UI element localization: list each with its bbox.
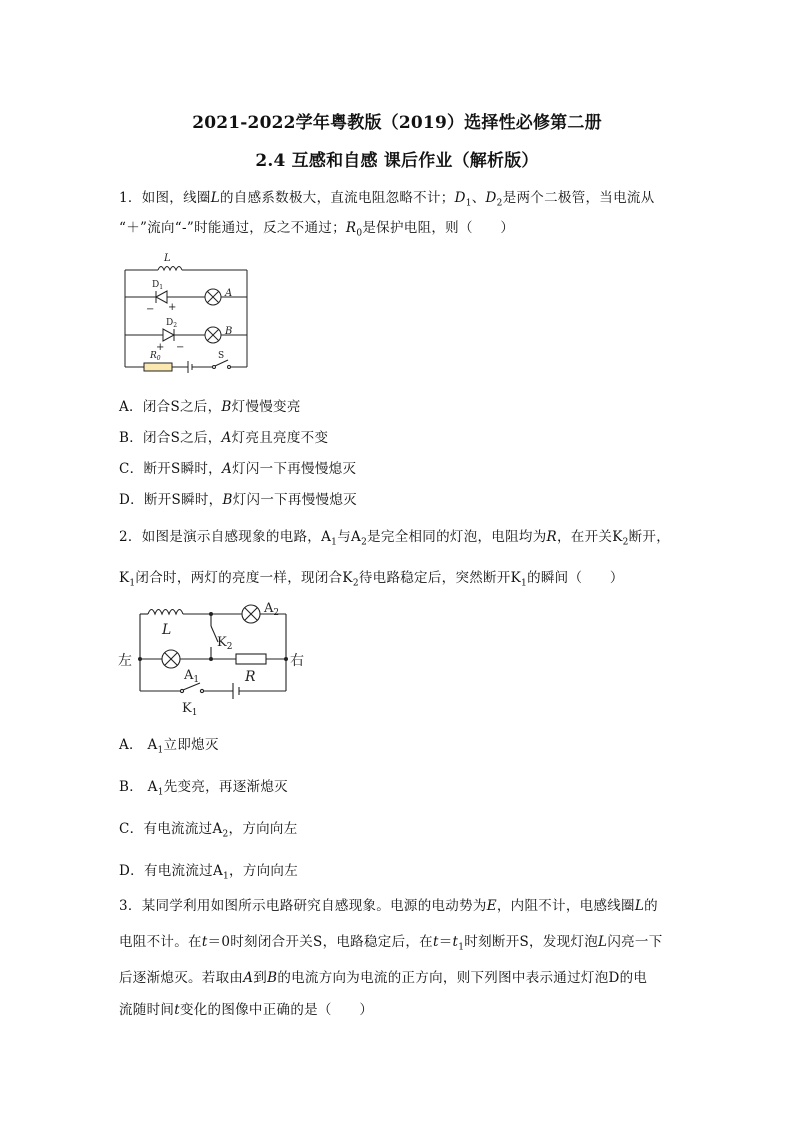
svg-text:A2: $A_2$ bbox=[264, 601, 280, 618]
q1-circuit-diagram bbox=[118, 250, 258, 375]
q1-stem-line2: “＋”流向“-”时能通过，反之不通过；$R_0$是保护电阻，则（ ） bbox=[119, 220, 515, 239]
q2-option-b[interactable]: B． $A_1$先变亮，再逐渐熄灭 bbox=[119, 779, 288, 798]
q2-option-c[interactable]: C．有电流流过$A_2$，方向向左 bbox=[119, 821, 298, 840]
svg-text:B: B bbox=[225, 326, 233, 337]
svg-text:L: L bbox=[162, 622, 172, 638]
svg-text:L: L bbox=[164, 253, 171, 264]
svg-text:A1: $A_1$ bbox=[184, 668, 200, 685]
doc-title-line2: 2.4 互感和自感 课后作业（解析版） bbox=[255, 151, 539, 171]
svg-text:−: − bbox=[146, 304, 155, 315]
svg-text:D1: $D_1$ bbox=[152, 280, 164, 291]
q2-stem-line1: 2．如图是演示自感现象的电路，$A_1$与$A_2$是完全相同的灯泡，电阻均为R，在开关$K_2$断开， bbox=[119, 529, 671, 548]
svg-text:+: + bbox=[156, 342, 165, 353]
q1-option-c[interactable]: C．断开S瞬时，A灯闪一下再慢慢熄灭 bbox=[119, 461, 357, 477]
svg-text:左: 左 bbox=[118, 653, 132, 669]
svg-text:S: S bbox=[218, 351, 225, 361]
svg-text:右: 右 bbox=[290, 653, 304, 669]
q1-stem-line1: 1．如图，线圈L的自感系数极大，直流电阻忽略不计；$D_1$、$D_2$是两个二极管，当电流从 bbox=[119, 190, 655, 209]
q2-option-a[interactable]: A． $A_1$立即熄灭 bbox=[119, 737, 219, 756]
svg-text:R: R bbox=[245, 669, 256, 685]
q2-option-d[interactable]: D．有电流流过$A_1$，方向向左 bbox=[119, 863, 299, 882]
q3-stem-line4: 流随时间t变化的图像中正确的是（ ） bbox=[119, 1002, 374, 1018]
svg-text:K2: $K_2$ bbox=[217, 635, 233, 652]
q2-stem-line2: $K_1$闭合时，两灯的亮度一样，现闭合$K_2$待电路稳定后，突然断开$K_1$的瞬间（ ） bbox=[119, 570, 624, 589]
svg-text:D2: $D_2$ bbox=[166, 318, 178, 329]
q3-stem-line1: 3．某同学利用如图所示电路研究自感现象。电源的电动势为E，内阻不计，电感线圈L的 bbox=[119, 898, 658, 914]
q3-stem-line2: 电阻不计。在t＝0时刻闭合开关S，电路稳定后，在$t=t_1$时刻断开S，发现灯泡L闪亮一下 bbox=[119, 934, 663, 953]
svg-text:R0: $R_0$ bbox=[150, 351, 161, 362]
doc-title-line1: 2021-2022学年粤教版（2019）选择性必修第二册 bbox=[192, 113, 602, 133]
svg-text:+: + bbox=[168, 302, 177, 313]
q2-circuit-diagram bbox=[118, 598, 318, 718]
svg-text:−: − bbox=[176, 342, 185, 353]
q1-option-b[interactable]: B．闭合S之后，A灯亮且亮度不变 bbox=[119, 430, 329, 446]
q1-option-d[interactable]: D．断开S瞬时，B灯闪一下再慢慢熄灭 bbox=[119, 492, 357, 508]
svg-text:K1: $K_1$ bbox=[182, 701, 198, 718]
q3-stem-line3: 后逐渐熄灭。若取由A到B的电流方向为电流的正方向，则下列图中表示通过灯泡D的电 bbox=[119, 970, 648, 986]
q1-option-a[interactable]: A．闭合S之后，B灯慢慢变亮 bbox=[119, 399, 301, 415]
svg-text:A: A bbox=[225, 288, 233, 299]
